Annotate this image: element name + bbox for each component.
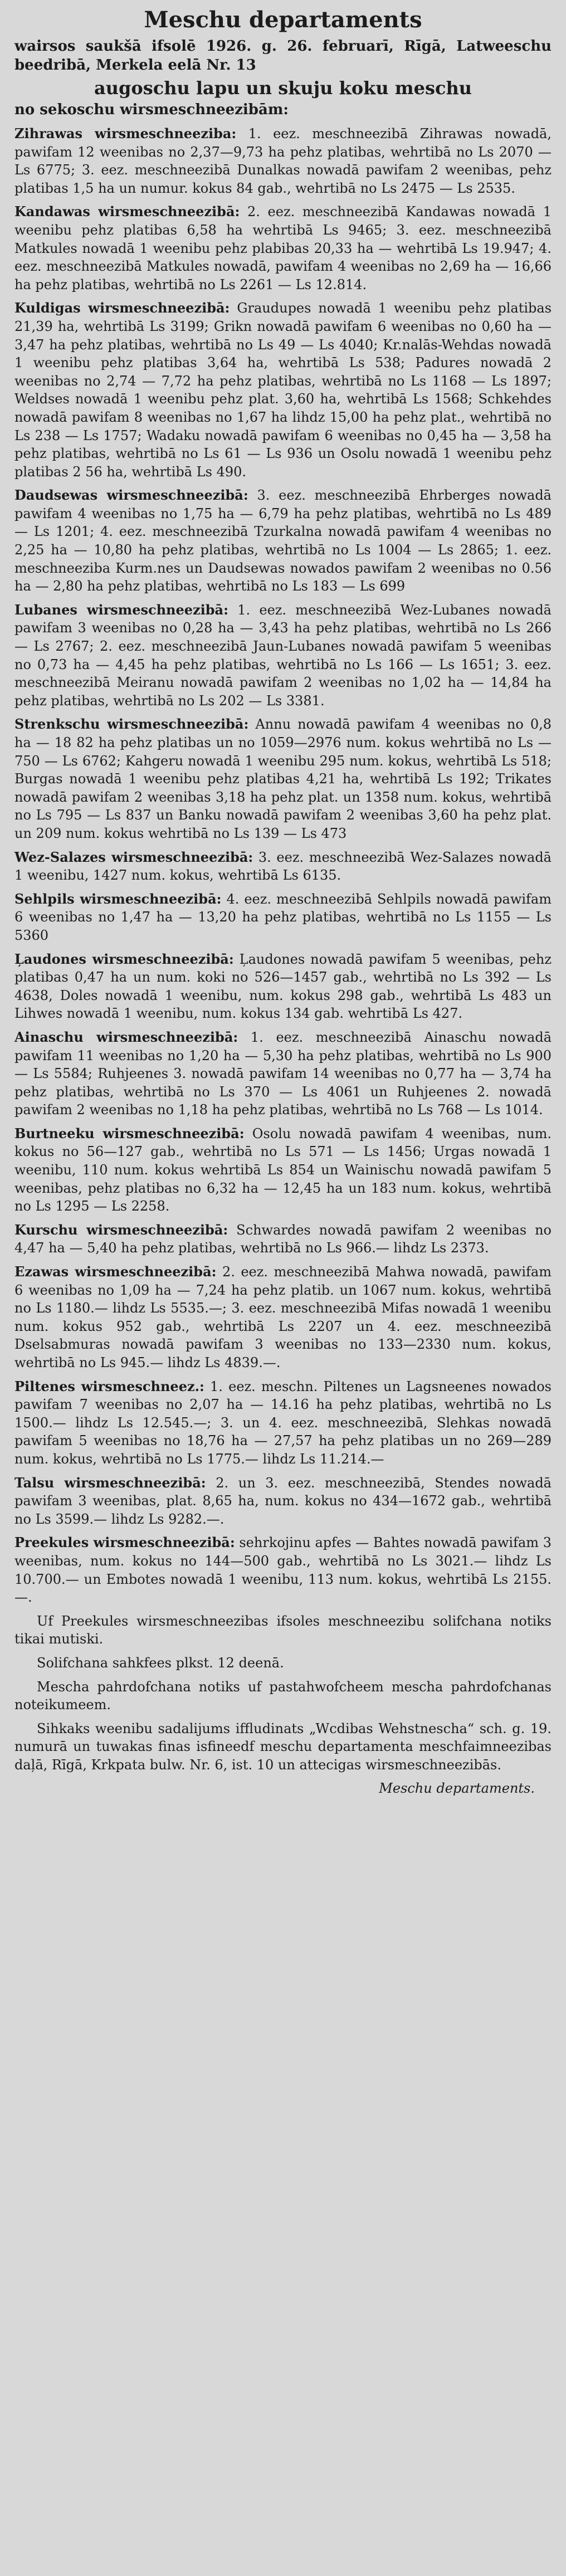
forestry-name: Talsu wirsmeschneezibā: (14, 1474, 206, 1491)
forestry-entry (14, 950, 552, 1023)
auction-note-paragraph: Sihkaks weenibu sadalijums iffludinats „Wcdibas Wehstnescha“ sch. g. 19. numurā un tuwakas finas isfineedf meschu departamenta meschfaimneezibas daļā, Rīgā, Krkpata bulw. Nr. 6, ist. 10 un attecigas wirsmeschneezibās. (14, 1720, 552, 1773)
forestry-details: Graudupes nowadā 1 weenibu pehz platibas 21,39 ha, wehrtibā Ls 3199; Grikn nowadā pawifam 6 weenibas no 0,60 ha — 3,47 ha pehz platibas, wehrtibā no Ls 49 — Ls 4040; Kr.nalās-Wehdas nowadā 1 weenibu pehz platibas 3,64 ha, wehrtibā Ls 538; Padures nowadā 2 weenibas no 2,74 — 7,72 ha pehz platibas, wehrtibā no Ls 1168 — Ls 1897; Weldses nowadā 1 weenibu pehz plat. 3,60 ha, wehrtibā Ls 1568; Schkehdes nowadā pawifam 8 weenibas no 1,67 ha lihdz 15,00 ha pehz plat., wehrtibā no Ls 238 — Ls 1757; Wadaku nowadā pawifam 6 weenibas no 0,45 ha — 3,58 ha pehz platibas, wehrtibā no Ls 61 — Ls 936 un Osolu nowadā 1 weenibu pehz platibas 2 56 ha, wehrtibā Ls 490. (14, 300, 552, 480)
auction-note-paragraph: Solifchana sahkfees plkst. 12 deenā. (37, 1655, 284, 1671)
forestry-entry (14, 1534, 552, 1606)
auction-note-paragraph: Mescha pahrdofchana notiks uf pastahwofcheem mescha pahrdofchanas noteikumeem. (14, 1679, 552, 1713)
forestry-details: 1. eez. meschneezibā Zihrawas nowadā, pawifam 12 weenibas no 2,37—9,73 ha pehz platibas, wehrtibā no Ls 2070 — Ls 6775; 3. eez. meschneezibā Dunalkas nowadā pawifam 2 weenibas, pehz platibas 1,5 ha un numur. kokus 84 gab., wehrtibā no Ls 2475 — Ls 2535. (14, 126, 552, 196)
forestry-entry (14, 1028, 552, 1119)
forestry-details: 4. eez. meschneezibā Sehlpils nowadā pawifam 6 weenibas no 1,47 ha — 13,20 ha pehz platibas, wehrtibā no Ls 1155 — Ls 5360 (14, 891, 552, 943)
forestry-entry (14, 1474, 552, 1529)
forestry-entry (14, 890, 552, 945)
page-title: Meschu departaments (144, 7, 422, 33)
forestry-name: Ļaudones wirsmeschneezibā: (14, 950, 234, 967)
forestry-details: 3. eez. meschneezibā Wez-Salazes nowadā 1 weenibu, 1427 num. kokus, wehrtibā Ls 6135. (14, 849, 552, 884)
forestry-details: 1. eez. meschn. Piltenes un Lagsneenes nowados pawifam 7 weenibas no 2,07 ha — 14.16 ha pehz platibas, wehrtibā no Ls 1500.— lihdz Ls 12.545.—; 3. un 4. eez. meschneezibā, Slehkas nowadā pawifam 5 weenibas no 18,76 ha — 27,57 ha pehz platibas un no 269—289 num. kokus, wehrtibā no Ls 1775.— lihdz Ls 11.214.— (14, 1378, 552, 1467)
forestry-entry (14, 125, 552, 197)
forestry-entry (14, 1263, 552, 1372)
forestry-entry (14, 203, 552, 294)
forestry-name: Ainaschu wirsmeschneezibā: (14, 1028, 238, 1045)
forestry-details: Osolu nowadā pawifam 4 weenibas, num. kokus no 56—127 gab., wehrtibā no Ls 571 — Ls 1456; Urgas nowadā 1 weenibu, 110 num. kokus wehrtibā Ls 854 un Wainischu nowadā pawifam 5 weenibas, pehz platibas no 6,32 ha — 12,45 ha un 183 num. kokus, wehrtibā no Ls 1295 — Ls 2258. (14, 1125, 552, 1214)
forestry-name: Kandawas wirsmeschneezibā: (14, 203, 240, 220)
forestry-name: Kurschu wirsmeschneezibā: (14, 1221, 228, 1238)
forestry-name: Wez-Salazes wirsmeschneezibā: (14, 848, 253, 865)
forestry-details: Ļaudones nowadā pawifam 5 weenibas, pehz platibas 0,47 ha un num. koki no 526—1457 gab., wehrtibā no Ls 392 — Ls 4638, Doles nowadā 1 weenibu, num. kokus 298 gab., wehrtibā Ls 483 un Lihwes nowadā 1 weenibu, num. kokus 134 gab. wehrtibā Ls 427. (14, 951, 552, 1022)
forestry-name: Zihrawas wirsmeschneeziba: (14, 125, 237, 142)
forestry-name: Kuldigas wirsmeschneezibā: (14, 300, 230, 316)
forestry-details: Annu nowadā pawifam 4 weenibas no 0,8 ha — 18 82 ha pehz platibas un no 1059—2976 num. kokus wehrtibā no Ls — 750 — Ls 6762; Kahgeru nowadā 1 weenibu 295 num. kokus, wehrtibā Ls 518; Burgas nowadā 1 weenibu pehz platibas 4,21 ha, wehrtibā Ls 192; Trikates nowadā pawifam 2 weenibas 3,18 ha pehz plat. un 1358 num. kokus, wehrtibā no Ls 795 — Ls 837 un Banku nowadā pawifam 2 weenibas 3,60 ha pehz plat. un 209 num. kokus wehrtibā no Ls 139 — Ls 473 (14, 716, 552, 841)
forestry-name: Lubanes wirsmeschneezibā: (14, 601, 228, 618)
forestry-name: Sehlpils wirsmeschneezibā: (14, 890, 222, 907)
forestry-entry (14, 486, 552, 596)
forestry-details: sehrkojinu apfes — Bahtes nowadā pawifam 3 weenibas, num. kokus no 144—500 gab., wehrtibā no Ls 3021.— lihdz Ls 10.700.— un Embotes nowadā 1 weenibu, 113 num. kokus, wehrtibā Ls 2155.—. (14, 1535, 552, 1606)
forestry-name: Daudsewas wirsmeschneezibā: (14, 487, 248, 504)
forestry-entry (14, 299, 552, 481)
forestry-entry (14, 1378, 552, 1468)
forestry-name: Strenkschu wirsmeschneezibā: (14, 716, 249, 733)
intro-note: no sekoschu wirsmeschneezibām: (14, 101, 289, 118)
signature: Meschu departaments. (379, 1780, 535, 1797)
forestry-details: 2. eez. meschneezibā Mahwa nowadā, pawifam 6 weenibas no 1,09 ha — 7,24 ha pehz platib. un 1067 num. kokus, wehrtibā no Ls 1180.— lihdz Ls 5535.—; 3. eez. meschneezibā Mifas nowadā 1 weenibu num. kokus 952 gab., wehrtibā Ls 2207 un 4. eez. meschneezibā Dselsabmuras nowadā pawifam 3 weenibas no 133—2330 num. kokus, wehrtibā no Ls 945.— lihdz Ls 4839.—. (14, 1264, 552, 1370)
forestry-details: 1. eez. meschneezibā Wez-Lubanes nowadā pawifam 3 weenibas no 0,28 ha — 3,43 ha pehz platibas, wehrtibā no Ls 266 — Ls 2767; 2. eez. meschneezibā Jaun-Lubanes nowadā pawifam 5 weenibas no 0,73 ha — 4,45 ha pehz platibas, wehrtibā no Ls 166 — Ls 1651; 3. eez. meschneezibā Meiranu nowadā pawifam 2 weenibas no 1,02 ha — 14,84 ha pehz platibas, wehrtibā no Ls 202 — Ls 3381. (14, 602, 552, 709)
forestry-name: Ezawas wirsmeschneezibā: (14, 1263, 217, 1280)
forestry-details: 2. eez. meschneezibā Kandawas nowadā 1 weenibu pehz platibas 6,58 ha wehrtibā Ls 9465; 3. eez. meschneezibā Matkules nowadā 1 weenibu pehz plabibas 20,33 ha — wehrtibā Ls 19.947; 4. eez. meschneezibā Matkules nowadā, pawifam 4 weenibas no 2,69 ha — 16,66 ha pehz platibas, wehrtibā no Ls 2261 — Ls 12.814. (14, 204, 552, 292)
forestry-details: 1. eez. meschneezibā Ainaschu nowadā pawifam 11 weenibas no 1,20 ha — 5,30 ha pehz platibas, wehrtibā no Ls 900 — Ls 5584; Ruhjeenes 3. nowadā pawifam 14 weenibas no 0,77 ha — 3,74 ha pehz platibas, wehrtibā no Ls 370 — Ls 4061 un Ruhjeenes 2. nowadā pawifam 2 weenibas no 1,18 ha pehz platibas, wehrtibā no Ls 768 — Ls 1014. (14, 1029, 552, 1118)
forestry-entry (14, 601, 552, 710)
intro-text: wairsos saukšā ifsolē 1926. g. 26. februarī, Rīgā, Latweeschu beedribā, Merkela eelā Nr. 13 (14, 38, 552, 74)
forestry-details: Schwardes nowadā pawifam 2 weenibas no 4,47 ha — 5,40 ha pehz platibas, wehrtibā no Ls 966.— lihdz Ls 2373. (14, 1222, 552, 1256)
forestry-details: 3. eez. meschneezibā Ehrberges nowadā pawifam 4 weenibas no 1,75 ha — 6,79 ha pehz platibas, wehrtibā no Ls 489 — Ls 1201; 4. eez. meschneezibā Tzurkalna nowadā pawifam 4 weenibas no 2,25 ha — 10,80 ha pehz platibas, wehrtibā no Ls 1004 — Ls 2865; 1. eez. meschneeziba Kurm.nes un Daudsewas nowados pawifam 2 weenibas no 0.56 ha — 2,80 ha pehz platibas, wehrtibā no Ls 183 — Ls 699 (14, 487, 552, 594)
forestry-name: Preekules wirsmeschneezibā: (14, 1534, 235, 1551)
forestry-entry (14, 848, 552, 885)
forestry-name: Piltenes wirsmeschneez.: (14, 1378, 204, 1394)
forestry-details: 2. un 3. eez. meschneezibā, Stendes nowadā pawifam 3 weenibas, plat. 8,65 ha, num. kokus no 434—1672 gab., wehrtibā no Ls 3599.— lihdz Ls 9282.—. (14, 1475, 552, 1527)
auction-note-paragraph: Uf Preekules wirsmeschneezibas ifsoles meschneezibu solifchana notiks tikai mutiski. (14, 1613, 552, 1647)
forestry-entry (14, 1125, 552, 1216)
forestry-name: Burtneeku wirsmeschneezibā: (14, 1125, 245, 1141)
forestry-entry (14, 1221, 552, 1257)
forestry-entry (14, 715, 552, 842)
auction-subtitle: augoschu lapu un skuju koku meschu (94, 77, 472, 99)
